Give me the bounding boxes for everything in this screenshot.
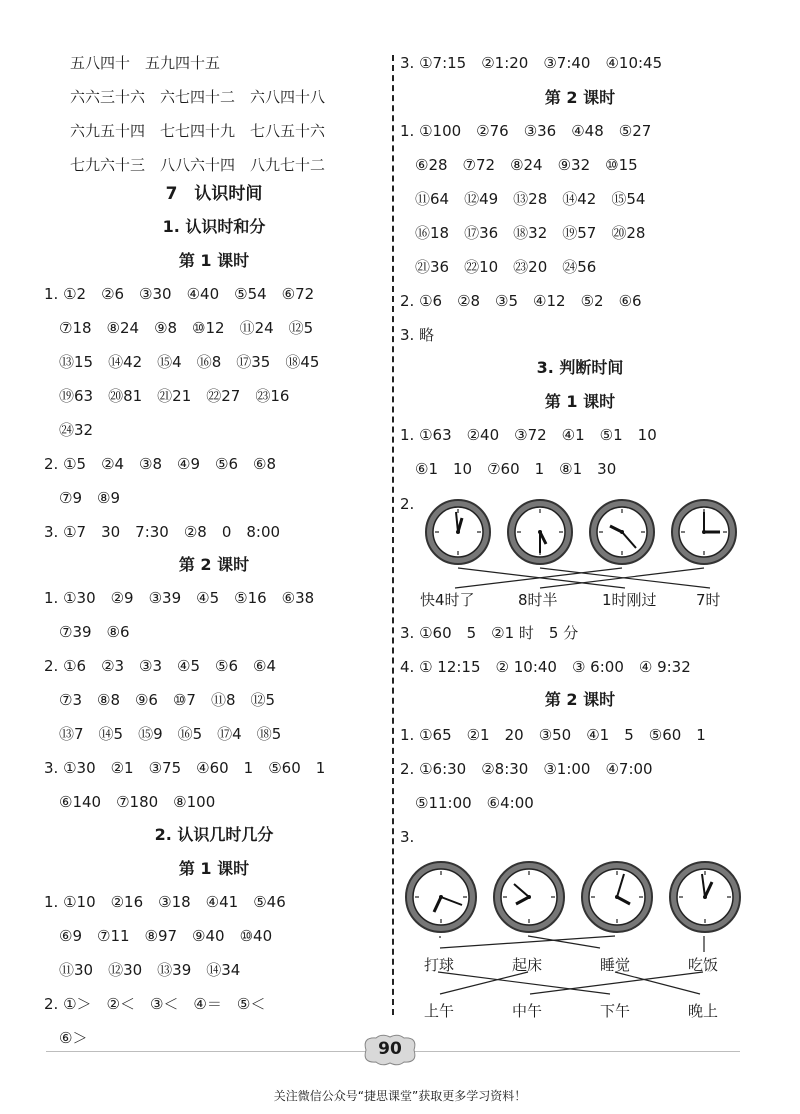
period-label: 上午 [424, 1002, 455, 1020]
answer-line: ⑬15 ⑭42 ⑮4 ⑯8 ⑰35 ⑱45 [44, 353, 320, 371]
answer-line: ⑥9 ⑦11 ⑧97 ⑨40 ⑩40 [44, 927, 273, 945]
column-divider [392, 55, 394, 1015]
question-number: 2. [400, 495, 415, 513]
answer-line: 2. ①6 ②3 ③3 ④5 ⑤6 ⑥4 [44, 657, 277, 675]
answer-line: ㉑36 ㉒10 ㉓20 ㉔56 [400, 258, 597, 276]
period-label: 下午 [600, 1002, 631, 1020]
clock-matching-2 [400, 860, 760, 1020]
lesson-title: 第 1 课时 [544, 392, 616, 411]
answer-line: ⑤11:00 ⑥4:00 [400, 794, 534, 812]
answer-line: 2. ①6:30 ②8:30 ③1:00 ④7:00 [400, 760, 653, 778]
clock-label: 8时半 [518, 591, 558, 609]
lesson-title: 第 1 课时 [178, 859, 250, 878]
answer-line: ⑦9 ⑧9 [44, 489, 120, 507]
section-title: 1. 认识时和分 [162, 217, 266, 236]
answer-line: 2. ①＞ ②＜ ③＜ ④＝ ⑤＜ [44, 995, 266, 1013]
clock-label: 7时 [696, 591, 721, 609]
answer-line: 1. ①65 ②1 20 ③50 ④1 5 ⑤60 1 [400, 726, 706, 744]
answer-line: ⑥28 ⑦72 ⑧24 ⑨32 ⑩15 [400, 156, 638, 174]
lesson-title: 第 1 课时 [178, 251, 250, 270]
answer-line: 1. ①100 ②76 ③36 ④48 ⑤27 [400, 122, 652, 140]
answer-line: 1. ①10 ②16 ③18 ④41 ⑤46 [44, 893, 286, 911]
period-label: 晚上 [688, 1002, 719, 1020]
answer-line: ⑦18 ⑧24 ⑨8 ⑩12 ⑪24 ⑫5 [44, 319, 314, 337]
answer-line: 3. ①30 ②1 ③75 ④60 1 ⑤60 1 [44, 759, 326, 777]
answer-line: 3. 略 [400, 326, 435, 344]
answer-line: ⑥＞ [44, 1029, 88, 1047]
section-title: 3. 判断时间 [536, 358, 624, 377]
answer-line: 3. ①7:15 ②1:20 ③7:40 ④10:45 [400, 54, 663, 72]
lesson-title: 第 2 课时 [544, 690, 616, 709]
activity-label: 打球 [424, 956, 455, 974]
answer-line: ⑦39 ⑧6 [44, 623, 130, 641]
answer-line: 2. ①6 ②8 ③5 ④12 ⑤2 ⑥6 [400, 292, 642, 310]
multiplication-line: 五八四十 五九四十五 [70, 54, 221, 72]
answer-line: 3. ①7 30 7:30 ②8 0 8:00 [44, 523, 281, 541]
period-label: 中午 [512, 1002, 543, 1020]
question-number: 3. [400, 828, 415, 846]
answer-line: ⑦3 ⑧8 ⑨6 ⑩7 ⑪8 ⑫5 [44, 691, 276, 709]
multiplication-line: 七九六十三 八八六十四 八九七十二 [70, 156, 326, 174]
lesson-title: 第 2 课时 [544, 88, 616, 107]
answer-line: 1. ①30 ②9 ③39 ④5 ⑤16 ⑥38 [44, 589, 315, 607]
answer-line: 3. ①60 5 ②1 时 5 分 [400, 624, 579, 642]
page-number: 90 [378, 1039, 402, 1059]
footer-text: 关注微信公众号“捷思课堂”获取更多学习资料！ [273, 1089, 527, 1103]
answer-line: ⑲63 ⑳81 ㉑21 ㉒27 ㉓16 [44, 387, 290, 405]
matching-lines [400, 860, 760, 1020]
section-title: 2. 认识几时几分 [154, 825, 274, 844]
clock-label: 1时刚过 [602, 591, 657, 609]
activity-label: 睡觉 [600, 956, 631, 974]
answer-line: ⑥140 ⑦180 ⑧100 [44, 793, 216, 811]
answer-line: 2. ①5 ②4 ③8 ④9 ⑤6 ⑥8 [44, 455, 277, 473]
multiplication-line: 六九五十四 七七四十九 七八五十六 [70, 122, 326, 140]
activity-label: 起床 [512, 956, 543, 974]
answer-line: ⑪30 ⑫30 ⑬39 ⑭34 [44, 961, 241, 979]
answer-line: 1. ①2 ②6 ③30 ④40 ⑤54 ⑥72 [44, 285, 315, 303]
answer-line: ⑪64 ⑫49 ⑬28 ⑭42 ⑮54 [400, 190, 646, 208]
answer-line: ⑥1 10 ⑦60 1 ⑧1 30 [400, 460, 617, 478]
activity-label: 吃饭 [688, 956, 719, 974]
answer-line: 1. ①63 ②40 ③72 ④1 ⑤1 10 [400, 426, 657, 444]
answer-line: ⑬7 ⑭5 ⑮9 ⑯5 ⑰4 ⑱5 [44, 725, 282, 743]
multiplication-line: 六六三十六 六七四十二 六八四十八 [70, 88, 326, 106]
answer-line: ⑯18 ⑰36 ⑱32 ⑲57 ⑳28 [400, 224, 646, 242]
lesson-title: 第 2 课时 [178, 555, 250, 574]
clock-label: 快4时了 [420, 591, 475, 609]
answer-line: ㉔32 [44, 421, 94, 439]
answer-line: 4. ① 12:15 ② 10:40 ③ 6:00 ④ 9:32 [400, 658, 691, 676]
unit-title: 7 认识时间 [165, 184, 263, 204]
clock-matching-1 [400, 498, 760, 613]
